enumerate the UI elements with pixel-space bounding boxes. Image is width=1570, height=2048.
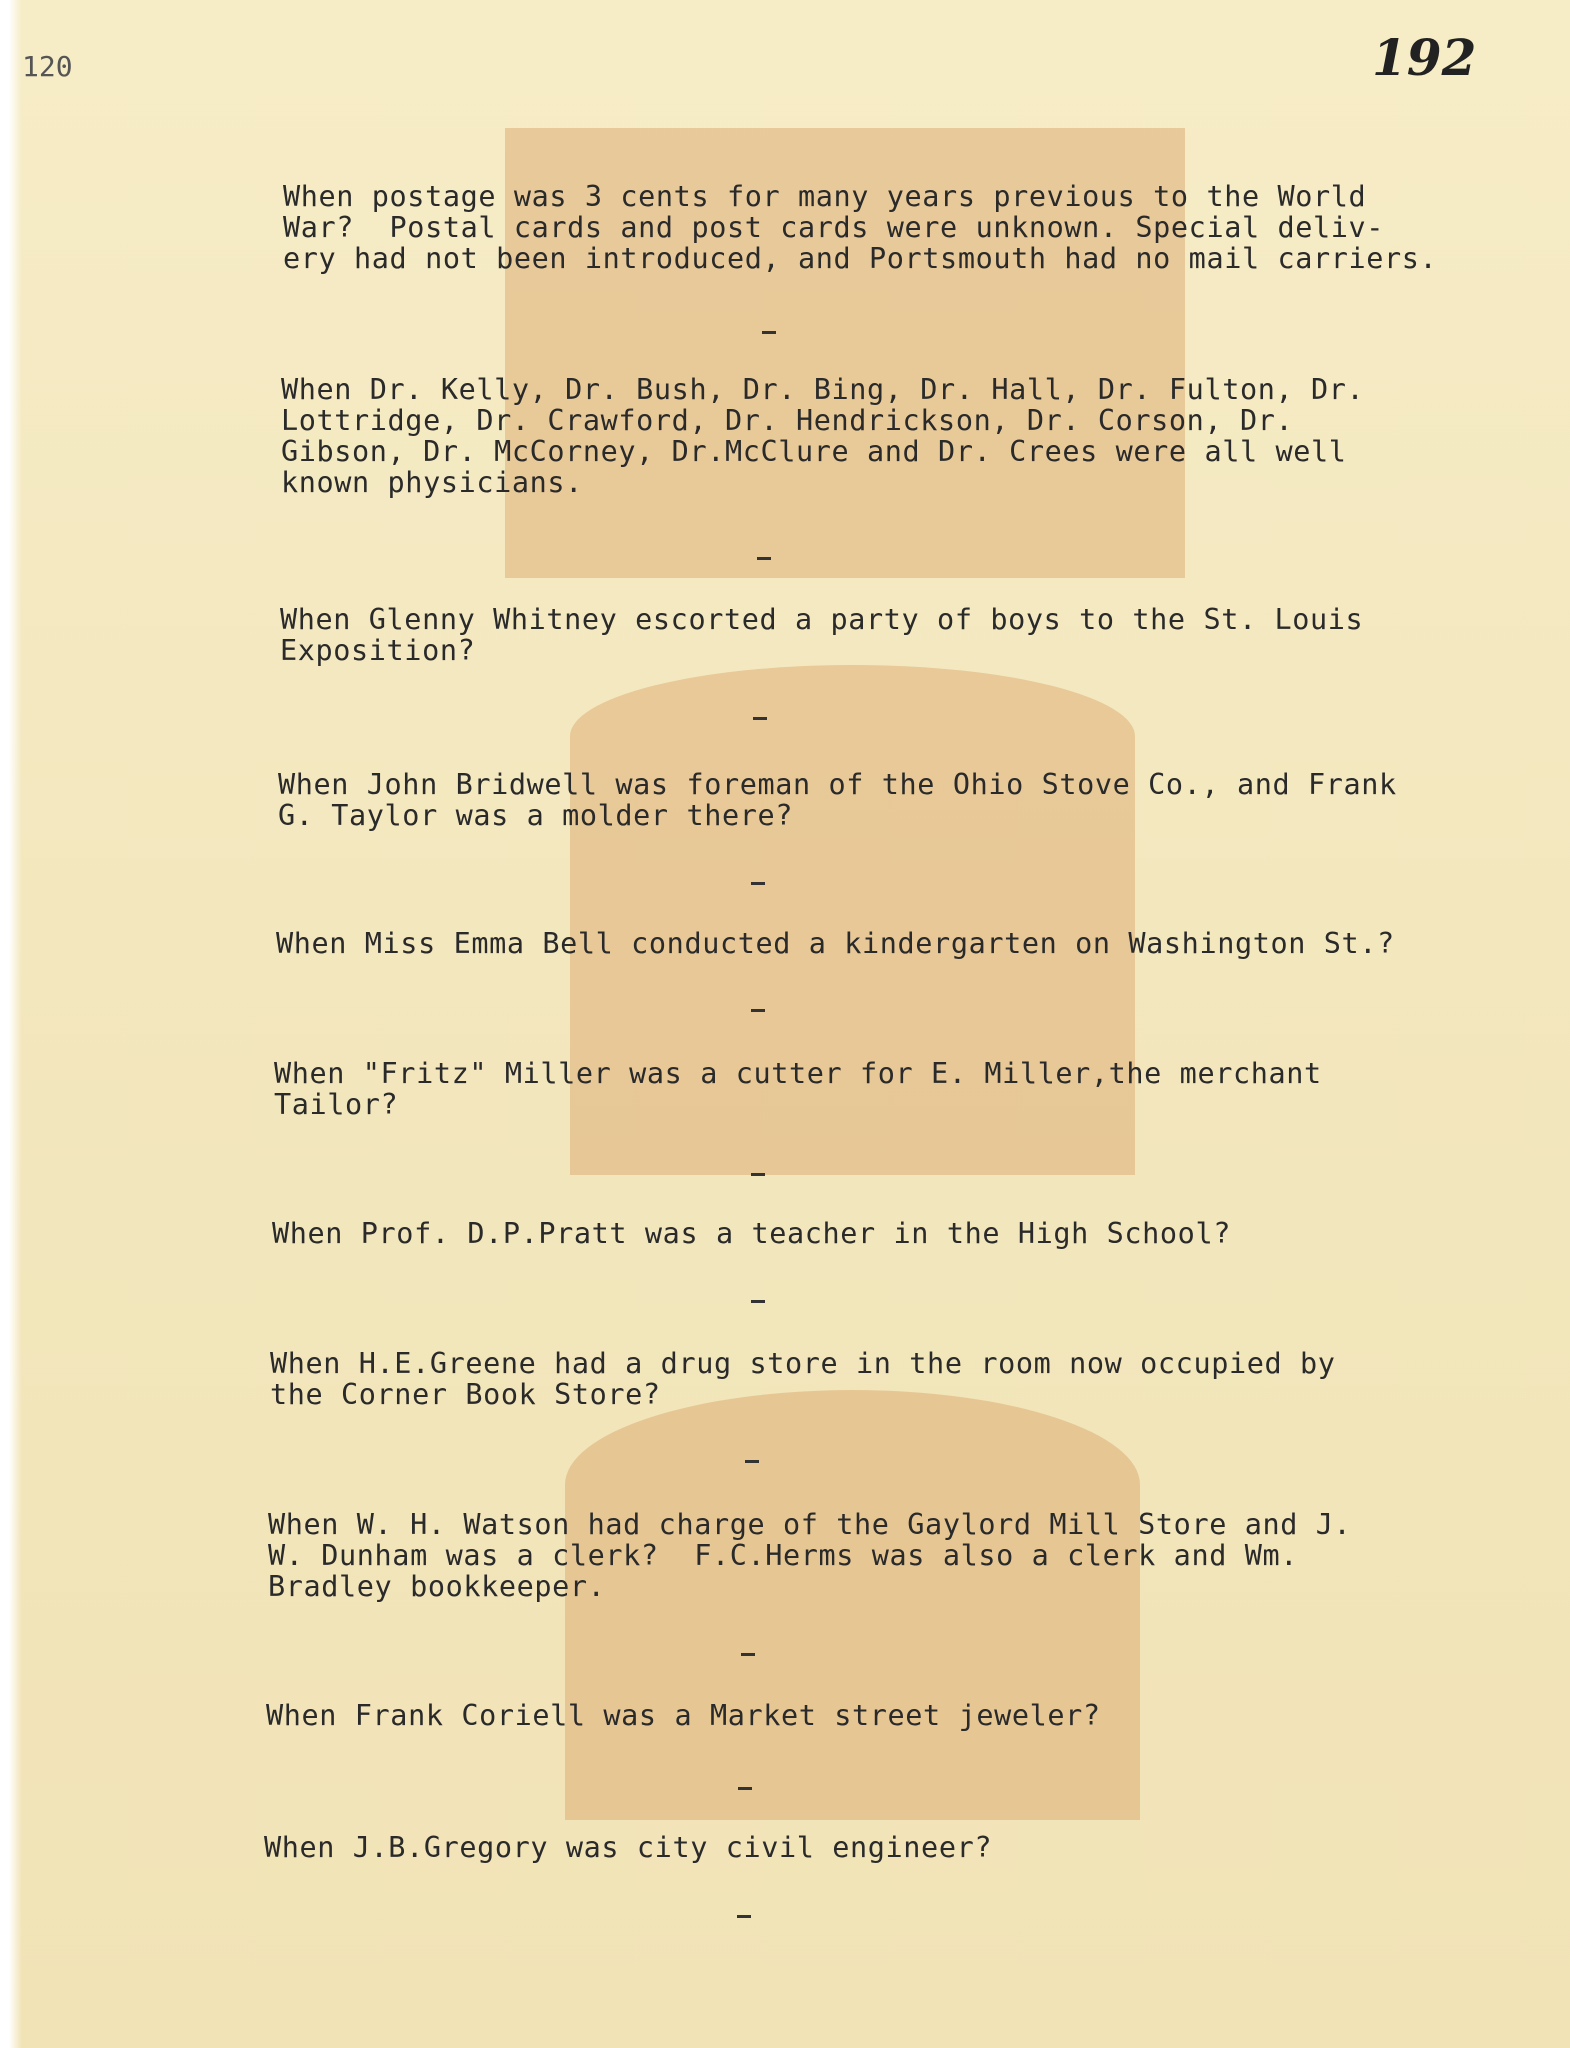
question-entry bbox=[272, 1218, 1231, 1249]
separator-dash bbox=[753, 717, 767, 720]
torn-left-edge bbox=[0, 0, 22, 2048]
question-entry bbox=[281, 374, 1364, 498]
question-entry bbox=[276, 928, 1395, 959]
entry-line: Exposition? bbox=[280, 634, 476, 667]
separator-dash bbox=[762, 331, 776, 334]
entry-line: Bradley bookkeeper. bbox=[268, 1570, 606, 1603]
tape-stain-lower bbox=[565, 1390, 1140, 1820]
entry-line: When H.E.Greene had a drug store in the room now occupied by bbox=[270, 1347, 1336, 1380]
question-entry bbox=[264, 1832, 992, 1863]
entry-line: When John Bridwell was foreman of the Ohio Stove Co., and Frank bbox=[278, 768, 1397, 801]
separator-dash bbox=[757, 557, 771, 560]
entry-line: When W. H. Watson had charge of the Gaylord Mill Store and J. bbox=[268, 1508, 1352, 1541]
entry-line: W. Dunham was a clerk? F.C.Herms was also a clerk and Wm. bbox=[268, 1539, 1298, 1572]
question-entry bbox=[283, 181, 1437, 274]
entry-line: When Dr. Kelly, Dr. Bush, Dr. Bing, Dr. Hall, Dr. Fulton, Dr. bbox=[281, 373, 1365, 406]
entry-line: When Miss Emma Bell conducted a kindergarten on Washington St.? bbox=[276, 927, 1395, 960]
separator-dash bbox=[751, 1009, 765, 1012]
question-entry bbox=[280, 604, 1363, 666]
separator-dash bbox=[745, 1460, 759, 1463]
separator-dash bbox=[751, 882, 765, 885]
separator-dash bbox=[737, 1915, 751, 1918]
separator-dash bbox=[738, 1787, 752, 1790]
page-number: 120 bbox=[22, 50, 73, 83]
entry-line: known physicians. bbox=[281, 466, 583, 499]
entry-line: G. Taylor was a molder there? bbox=[278, 799, 793, 832]
entry-line: When J.B.Gregory was city civil engineer? bbox=[264, 1831, 993, 1864]
entry-line: Gibson, Dr. McCorney, Dr.McClure and Dr. Crees were all well bbox=[281, 435, 1347, 468]
question-entry bbox=[268, 1509, 1351, 1602]
entry-line: ery had not been introduced, and Portsmouth had no mail carriers. bbox=[283, 242, 1438, 275]
separator-dash bbox=[751, 1173, 765, 1176]
question-entry bbox=[270, 1348, 1336, 1410]
entry-line: War? Postal cards and post cards were unknown. Special deliv- bbox=[283, 211, 1385, 244]
entry-line: the Corner Book Store? bbox=[270, 1378, 661, 1411]
entry-line: When Prof. D.P.Pratt was a teacher in the High School? bbox=[272, 1217, 1231, 1250]
separator-dash bbox=[741, 1653, 755, 1656]
entry-line: Tailor? bbox=[274, 1088, 399, 1121]
entry-line: Lottridge, Dr. Crawford, Dr. Hendrickson, Dr. Corson, Dr. bbox=[281, 404, 1294, 437]
entry-line: When "Fritz" Miller was a cutter for E. Miller,the merchant bbox=[274, 1057, 1322, 1090]
question-entry bbox=[274, 1058, 1322, 1120]
entry-line: When postage was 3 cents for many years previous to the World bbox=[283, 180, 1367, 213]
entry-line: When Frank Coriell was a Market street jeweler? bbox=[266, 1699, 1101, 1732]
question-entry bbox=[278, 769, 1397, 831]
handwritten-folio: 192 bbox=[1372, 28, 1477, 87]
question-entry bbox=[266, 1700, 1101, 1731]
entry-line: When Glenny Whitney escorted a party of boys to the St. Louis bbox=[280, 603, 1364, 636]
separator-dash bbox=[751, 1300, 765, 1303]
